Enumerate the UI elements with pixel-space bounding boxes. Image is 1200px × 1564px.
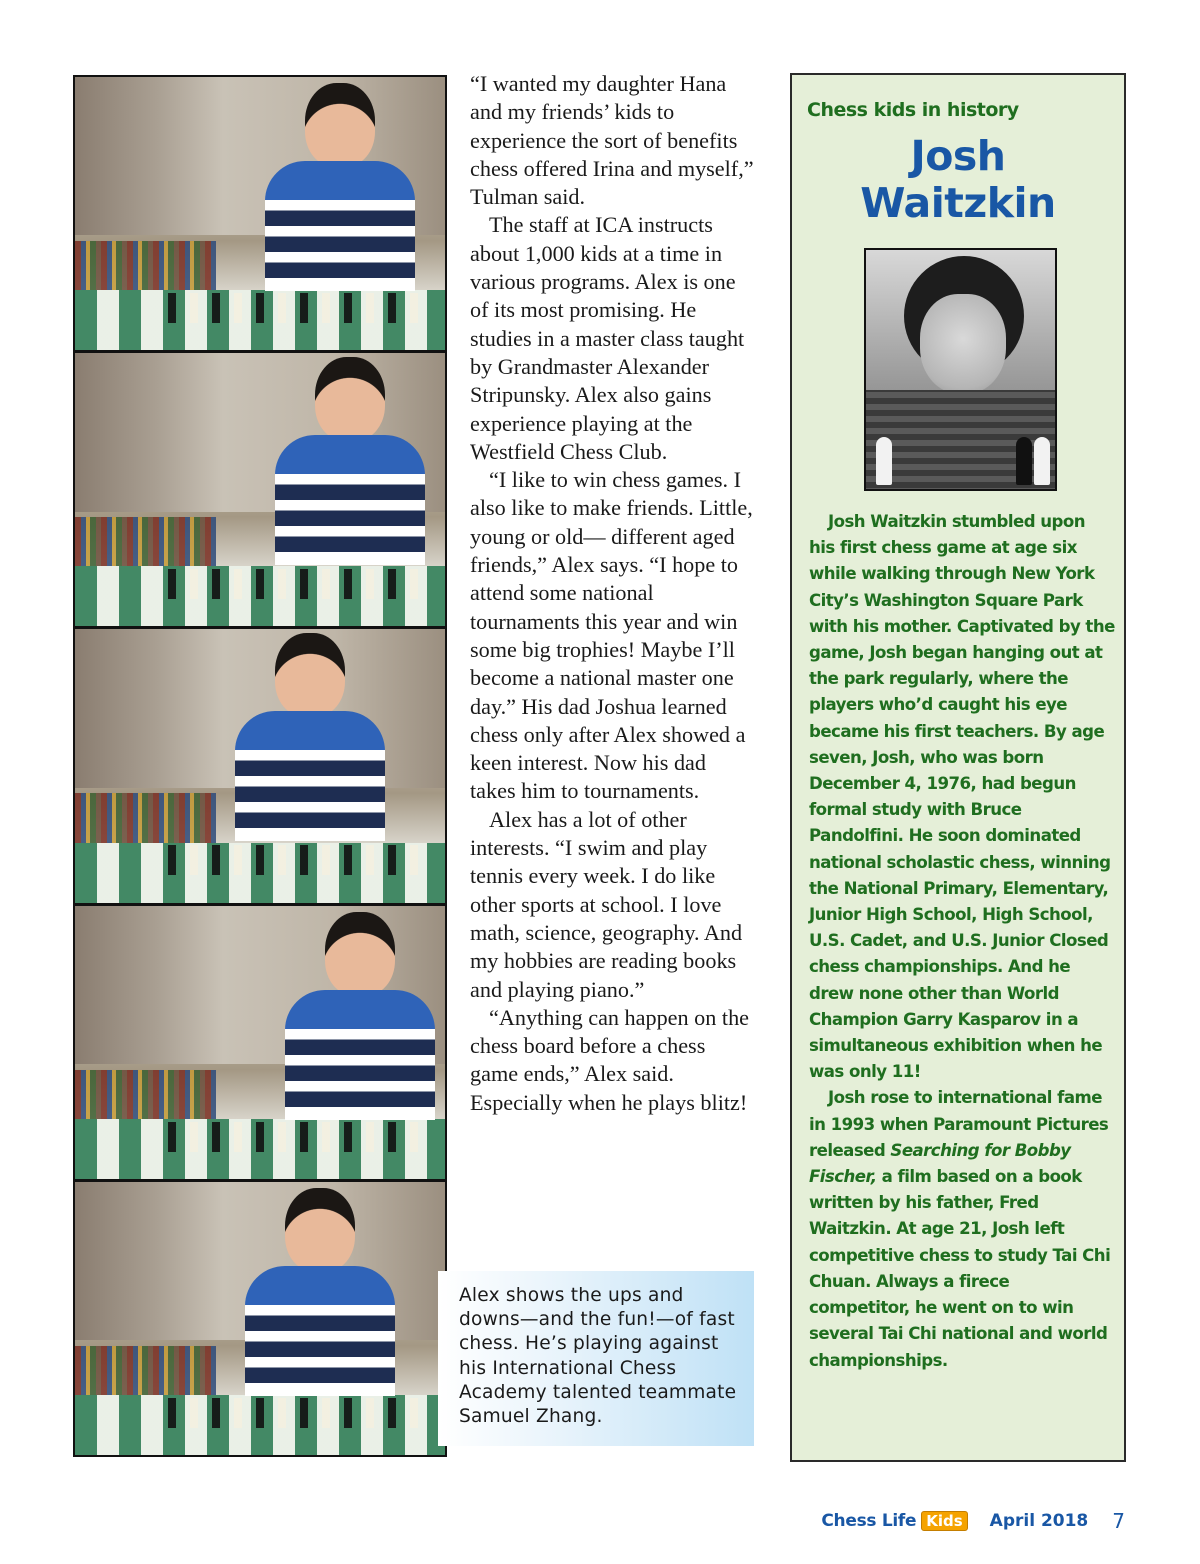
- sidebar-title-line-1: Josh: [910, 132, 1006, 180]
- photo-frame-4: [75, 906, 445, 1179]
- article-paragraph: “Anything can happen on the chess board before a chess game ends,” Alex said. Especially when he plays blitz!: [470, 1004, 750, 1115]
- issue-date: April 2018: [989, 1511, 1089, 1531]
- photo-strip: [73, 75, 447, 1457]
- page-footer: [821, 1506, 1125, 1536]
- sidebar-bio: [809, 509, 1115, 1374]
- photo-frame-5: [75, 1182, 445, 1455]
- kids-badge: Kids: [921, 1511, 967, 1531]
- article-body: [470, 70, 755, 1117]
- sidebar-title: [792, 133, 1124, 227]
- history-sidebar: [790, 73, 1126, 1462]
- photo-frame-1: [75, 77, 445, 350]
- article-paragraph: The staff at ICA instructs about 1,000 kids at a time in various programs. Alex is one of its most promising. He studies in a master class taught by Grandmaster Alexander Stripunsky. Alex also gains experience playing at the Westfield Chess Club.: [470, 212, 745, 464]
- bio-text: Josh rose to international fame in 1993 when Paramount Pictures released: [809, 1088, 1109, 1160]
- portrait-photo: [864, 248, 1057, 491]
- magazine-name: Chess Life: [821, 1511, 917, 1531]
- article-paragraph: “I wanted my daughter Hana and my friends’ kids to experience the sort of benefits chess offered Irina and myself,” Tulman said.: [470, 71, 754, 210]
- sidebar-kicker: Chess kids in history: [807, 99, 1019, 121]
- bio-paragraph-2: [809, 1085, 1115, 1373]
- bio-paragraph-1: Josh Waitzkin stumbled upon his first chess game at age six while walking through New York City’s Washington Square Park with his mother. Captivated by the game, Josh began hanging out at the park regularly, where the players who’d caught his eye became his first teachers. By age seven, Josh, who was born December 4, 1976, had begun formal study with Bruce Pandolfini. He soon dominated national scholastic chess, winning the National Primary, Elementary, Junior High School, High School, U.S. Cadet, and U.S. Junior Closed chess championships. And he drew none other than World Champion Garry Kasparov in a simultaneous exhibition when he was only 11!: [809, 512, 1115, 1082]
- photo-frame-2: [75, 353, 445, 626]
- page-number: 7: [1112, 1509, 1125, 1533]
- sidebar-title-line-2: Waitzkin: [860, 179, 1056, 227]
- photo-caption: Alex shows the ups and downs—and the fun!—of fast chess. He’s playing against his International Chess Academy talented teammate Samuel Zhang.: [438, 1271, 754, 1446]
- article-paragraph: Alex has a lot of other interests. “I swim and play tennis every week. I do like other sports at school. I love math, science, geography. And my hobbies are reading books and playing piano.”: [470, 806, 743, 1002]
- article-paragraph: “I like to win chess games. I also like to make friends. Little, young or old— different aged friends,” Alex says. “I hope to attend some national tournaments this year and win some big trophies! Maybe I’ll become a national master one day.” His dad Joshua learned chess only after Alex showed a keen interest. Now his dad takes him to tournaments.: [470, 467, 753, 804]
- photo-frame-3: [75, 629, 445, 902]
- film-title: Searching for Bobby Fischer,: [809, 1140, 1071, 1187]
- bio-text: a film based on a book written by his father, Fred Waitzkin. At age 21, Josh left competitive chess to study Tai Chi Chuan. Always a firece competitor, he went on to win several Tai Chi national and world championships.: [809, 1167, 1111, 1370]
